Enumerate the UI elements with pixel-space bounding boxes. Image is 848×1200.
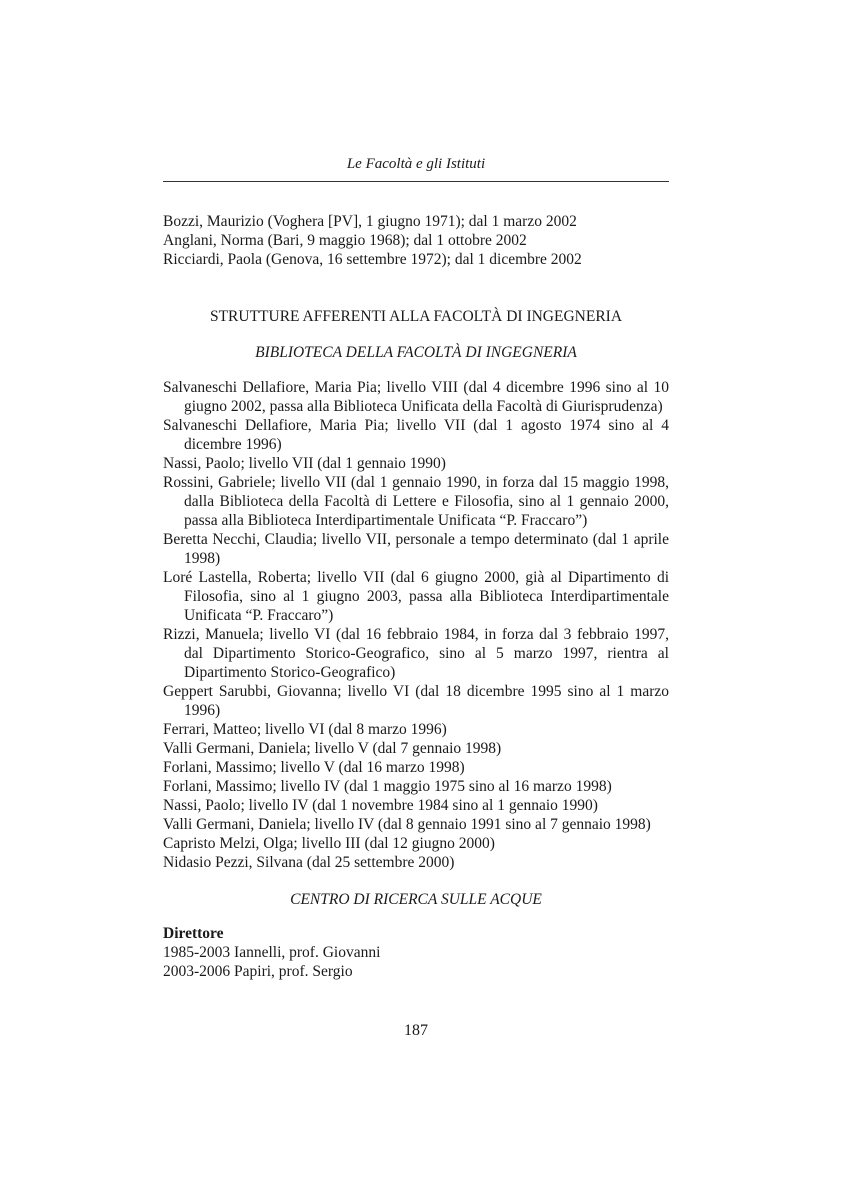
staff-entry: Valli Germani, Daniela; livello V (dal 7 gennaio 1998) bbox=[163, 740, 502, 757]
staff-entry: Rossini, Gabriele; livello VII (dal 1 gennaio 1990, in forza dal 15 maggio 1998, dalla Biblioteca della Facoltà di Lettere e Filosofia, sino al 1 gennaio 2000, passa alla Biblioteca Interdipartimentale Unificata “P. Fraccaro”) bbox=[163, 474, 669, 529]
centro-heading: CENTRO DI RICERCA SULLE ACQUE bbox=[290, 891, 542, 908]
intro-line: Anglani, Norma (Bari, 9 maggio 1968); dal 1 ottobre 2002 bbox=[163, 232, 527, 249]
staff-entry: Forlani, Massimo; livello IV (dal 1 maggio 1975 sino al 16 marzo 1998) bbox=[163, 778, 612, 795]
staff-entry: Salvaneschi Dellafiore, Maria Pia; livello VIII (dal 4 dicembre 1996 sino al 10 giugno 2002, passa alla Biblioteca Unificata della Facoltà di Giurisprudenza) bbox=[163, 379, 669, 415]
staff-entry: Beretta Necchi, Claudia; livello VII, personale a tempo determinato (dal 1 aprile 1998) bbox=[163, 531, 669, 567]
section-heading: STRUTTURE AFFERENTI ALLA FACOLTÀ DI INGEGNERIA bbox=[209, 308, 623, 325]
page-body bbox=[163, 212, 669, 981]
staff-entry: Salvaneschi Dellafiore, Maria Pia; livello VII (dal 1 agosto 1974 sino al 4 dicembre 1996) bbox=[163, 417, 669, 453]
running-head-title: Le Facoltà e gli Istituti bbox=[346, 156, 486, 172]
director-label: Direttore bbox=[163, 925, 224, 942]
staff-entry: Nidasio Pezzi, Silvana (dal 25 settembre 2000) bbox=[163, 854, 455, 871]
intro-line: Bozzi, Maurizio (Voghera [PV], 1 giugno 1971); dal 1 marzo 2002 bbox=[163, 213, 577, 230]
staff-entry: Valli Germani, Daniela; livello IV (dal 8 gennaio 1991 sino al 7 gennaio 1998) bbox=[163, 816, 651, 833]
staff-entry: Capristo Melzi, Olga; livello III (dal 12 giugno 2000) bbox=[163, 835, 495, 852]
staff-entry: Nassi, Paolo; livello VII (dal 1 gennaio 1990) bbox=[163, 455, 446, 472]
biblioteca-staff-list bbox=[163, 378, 669, 872]
director-entry: 2003-2006 Papiri, prof. Sergio bbox=[163, 963, 353, 980]
staff-entry: Ferrari, Matteo; livello VI (dal 8 marzo 1996) bbox=[163, 721, 447, 738]
intro-line: Ricciardi, Paola (Genova, 16 settembre 1972); dal 1 dicembre 2002 bbox=[163, 251, 582, 268]
page-number: 187 bbox=[404, 1022, 428, 1039]
director-entry: 1985-2003 Iannelli, prof. Giovanni bbox=[163, 944, 381, 961]
header-divider bbox=[163, 181, 669, 182]
staff-entry: Nassi, Paolo; livello IV (dal 1 novembre 1984 sino al 1 gennaio 1990) bbox=[163, 797, 598, 814]
staff-entry: Geppert Sarubbi, Giovanna; livello VI (dal 18 dicembre 1995 sino al 1 marzo 1996) bbox=[163, 683, 669, 719]
biblioteca-heading: BIBLIOTECA DELLA FACOLTÀ DI INGEGNERIA bbox=[255, 344, 577, 361]
staff-entry: Rizzi, Manuela; livello VI (dal 16 febbraio 1984, in forza dal 3 febbraio 1997, dal Dipartimento Storico-Geografico, sino al 5 marzo 1997, rientra al Dipartimento Storico-Geografico) bbox=[163, 626, 669, 681]
staff-entry: Loré Lastella, Roberta; livello VII (dal 6 giugno 2000, già al Dipartimento di Filosofia, sino al 1 giugno 2003, passa alla Biblioteca Interdipartimentale Unificata “P. Fraccaro”) bbox=[163, 569, 669, 624]
staff-entry: Forlani, Massimo; livello V (dal 16 marzo 1998) bbox=[163, 759, 465, 776]
